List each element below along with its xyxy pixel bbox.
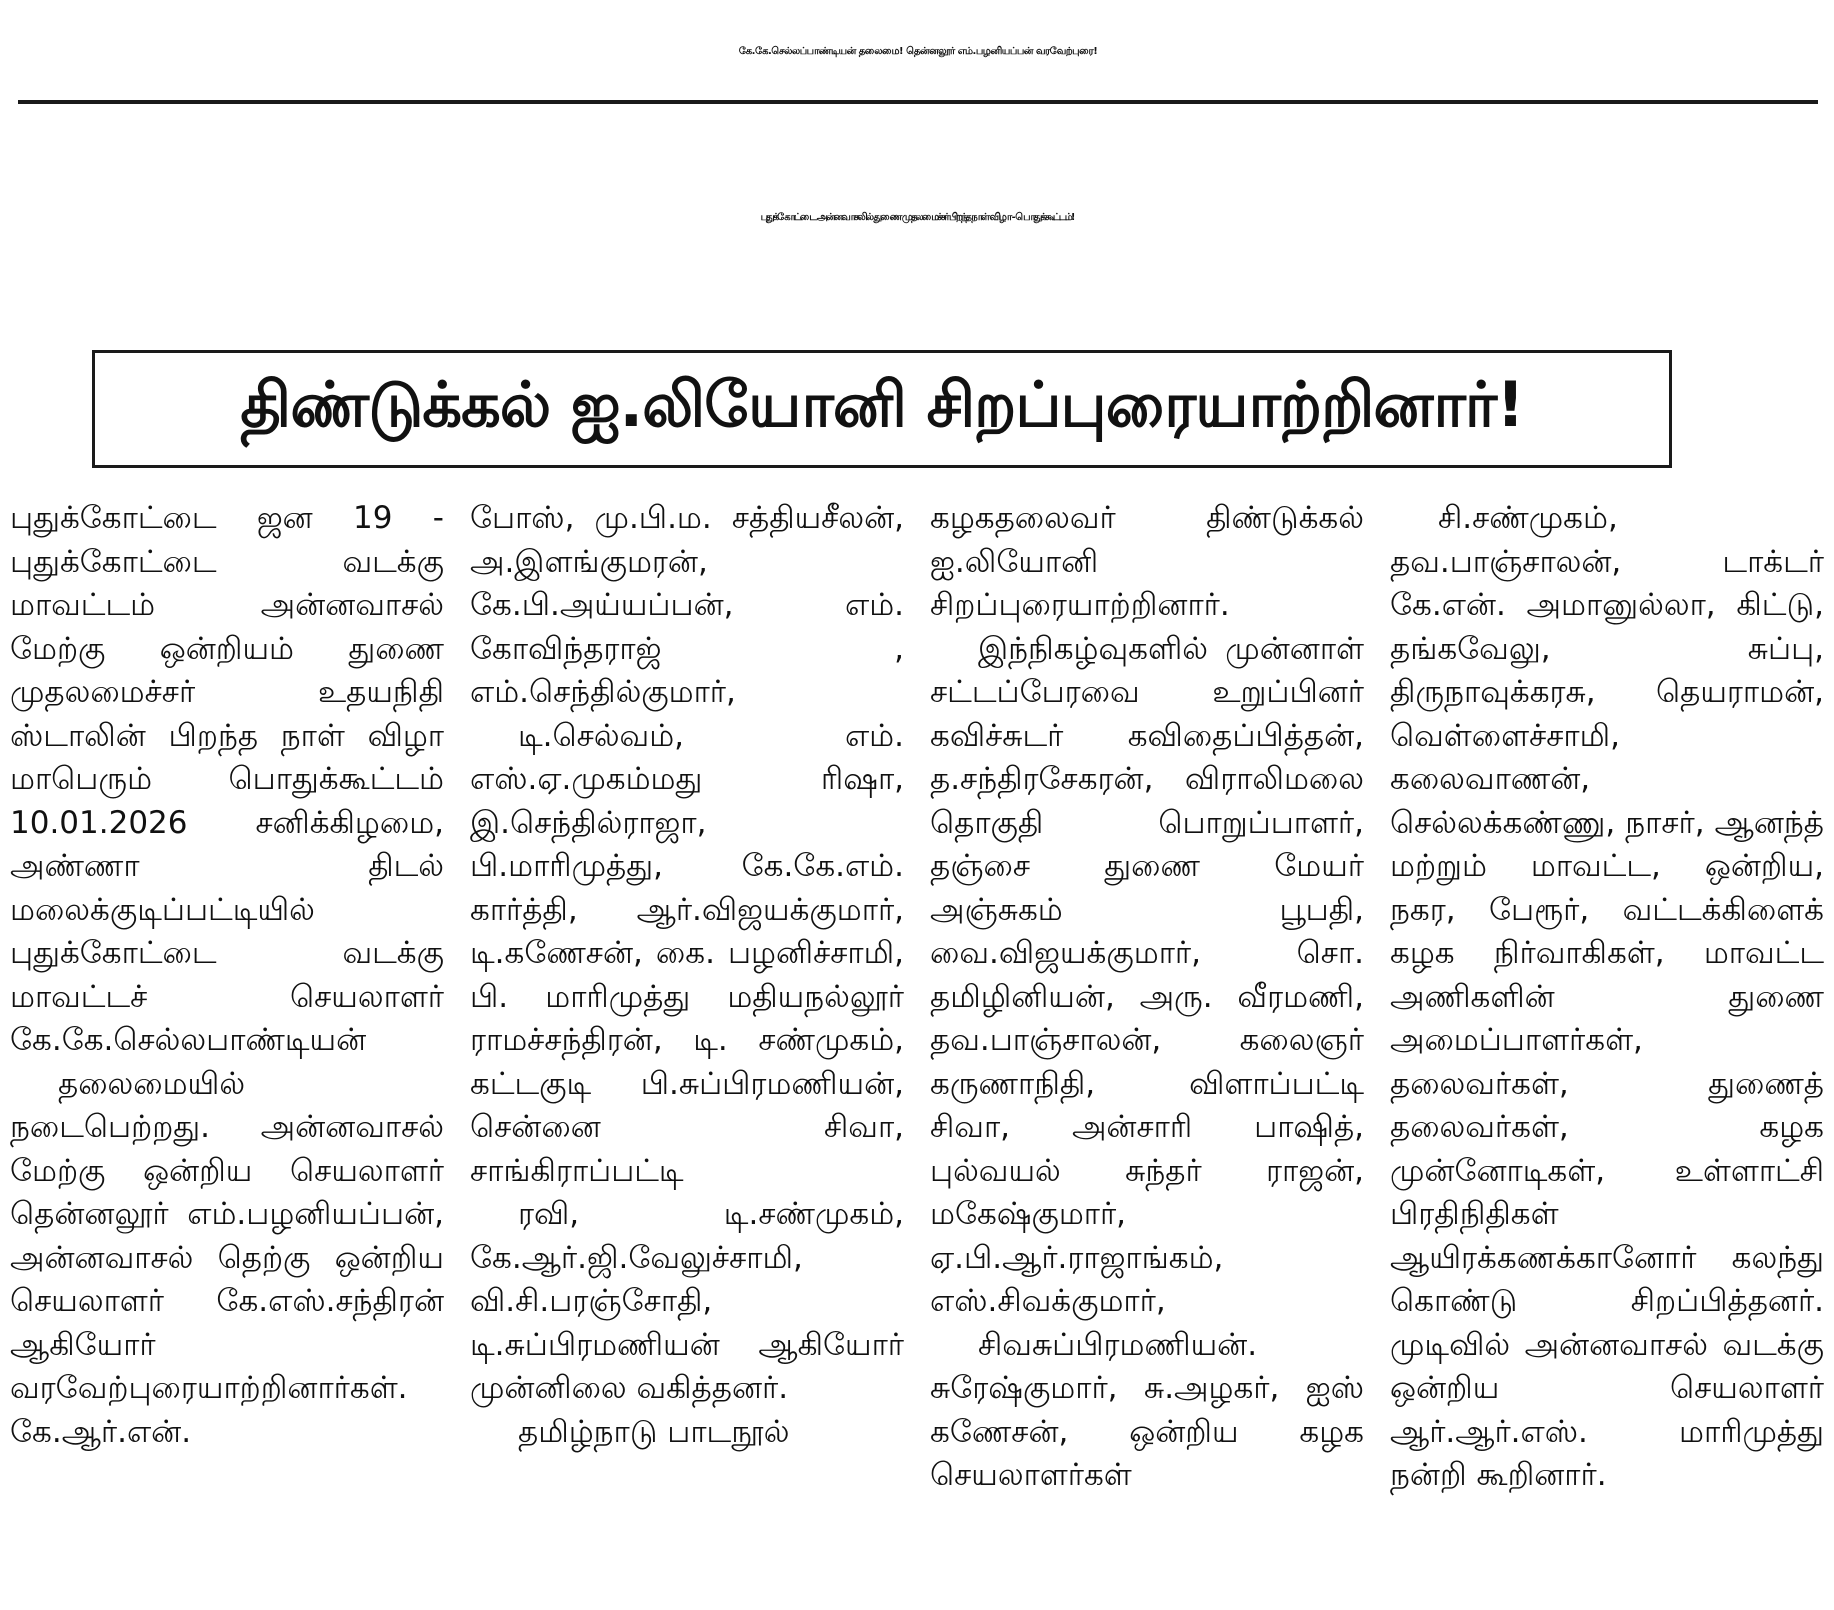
article-column-3 bbox=[930, 497, 1364, 1602]
article-column-2 bbox=[470, 497, 904, 1602]
paragraph: புதுக்கோட்டை ஜன 19 - புதுக்கோட்டை வடக்கு மாவட்டம் அன்னவாசல் மேற்கு ஒன்றியம் துணை முதலமைச்சர் உதயநிதி ஸ்டாலின் பிறந்த நாள் விழா மாபெரும் பொதுக்கூட்டம் 10.01.2026 சனிக்கிழமை, அண்ணா திடல் மலைக்குடிப்பட்டியில் புதுக்கோட்டை வடக்கு மாவட்டச் செயலாளர் கே.கே.செல்லபாண்டியன் bbox=[10, 500, 444, 1058]
paragraph: கழகதலைவர் திண்டுக்கல் ஐ.லியோனி சிறப்புரையாற்றினார். bbox=[930, 500, 1364, 623]
headline-divider bbox=[18, 100, 1818, 104]
paragraph: டி.செல்வம், எம். எஸ்.ஏ.முகம்மது ரிஷா, இ.செந்தில்ராஜா, பி.மாரிமுத்து, கே.கே.எம். கார்த்தி, ஆர்.விஜயக்குமார், டி.கணேசன், கை. பழனிச்சாமி, பி. மாரிமுத்து மதியநல்லூர் ராமச்சந்திரன், டி. சண்முகம், கட்டகுடி பி.சுப்பிரமணியன், சென்னை சிவா, சாங்கிராப்பட்டி bbox=[470, 717, 904, 1189]
top-headline: கே.கே.செல்லப்பாண்டியன் தலைமை! தென்னலூர் எம்.பழனியப்பன் வரவேற்புரை! bbox=[738, 46, 1098, 57]
paragraph: தமிழ்நாடு பாடநூல் bbox=[518, 1413, 790, 1450]
main-headline: புதுக்கோட்டை அன்னவாசலில் துணை முதலமைச்சர் பிறந்த நாள் விழா - பொதுக்கூட்டம்! bbox=[760, 212, 1074, 223]
paragraph: சி.சண்முகம், தவ.பாஞ்சாலன், டாக்டர் கே.என். அமானுல்லா, கிட்டு, தங்கவேலு, சுப்பு, திருநாவுக்கரசு, தெயராமன், வெள்ளைச்சாமி, கலைவாணன், செல்லக்கண்ணு, நாசர், ஆனந்த் மற்றும் மாவட்ட, ஒன்றிய, நகர, பேரூர், வட்டக்கிளைக் கழக நிர்வாகிகள், மாவட்ட அணிகளின் துணை அமைப்பாளர்கள், தலைவர்கள், துணைத் தலைவர்கள், கழக முன்னோடிகள், உள்ளாட்சி பிரதிநிதிகள் ஆயிரக்கணக்கானோர் கலந்து கொண்டு சிறப்பித்தனர். முடிவில் அன்னவாசல் வடக்கு ஒன்றிய செயலாளர் ஆர்.ஆர்.எஸ். மாரிமுத்து நன்றி கூறினார். bbox=[1390, 500, 1824, 1493]
paragraph: தலைமையில் நடைபெற்றது. அன்னவாசல் மேற்கு ஒன்றிய செயலாளர் தென்னலூர் எம்.பழனியப்பன், அன்னவாசல் தெற்கு ஒன்றிய செயலாளர் கே.எஸ்.சந்திரன் ஆகியோர் வரவேற்புரையாற்றினார்கள். கே.ஆர்.என். bbox=[10, 1065, 444, 1450]
subheadline-box bbox=[92, 350, 1672, 468]
paragraph: இந்நிகழ்வுகளில் முன்னாள் சட்டப்பேரவை உறுப்பினர் கவிச்சுடர் கவிதைப்பித்தன், த.சந்திரசேகரன், விராலிமலை தொகுதி பொறுப்பாளர், தஞ்சை துணை மேயர் அஞ்சுகம் பூபதி, வை.விஜயக்குமார், சொ. தமிழினியன், அரு. வீரமணி, தவ.பாஞ்சாலன், கலைஞர் கருணாநிதி, விளாப்பட்டி சிவா, அன்சாரி பாஷித், புல்வயல் சுந்தர் ராஜன், மகேஷ்குமார், ஏ.பி.ஆர்.ராஜாங்கம், எஸ்.சிவக்குமார், bbox=[930, 630, 1364, 1319]
article-column-1 bbox=[10, 497, 444, 1602]
article-column-4 bbox=[1390, 497, 1824, 1602]
paragraph: ரவி, டி.சண்முகம், கே.ஆர்.ஜி.வேலுச்சாமி, வி.சி.பரஞ்சோதி, டி.சுப்பிரமணியன் ஆகியோர் முன்னிலை வகித்தனர். bbox=[470, 1196, 904, 1406]
paragraph: சிவசுப்பிரமணியன். சுரேஷ்குமார், சு.அழகர், ஐஸ் கணேசன், ஒன்றிய கழக செயலாளர்கள் bbox=[930, 1326, 1364, 1493]
subheadline: திண்டுக்கல் ஐ.லியோனி சிறப்புரையாற்றினார்! bbox=[240, 368, 1524, 441]
paragraph: போஸ், மு.பி.ம. சத்தியசீலன், அ.இளங்குமரன், கே.பி.அய்யப்பன், எம். கோவிந்தராஜ் , எம்.செந்தில்குமார், bbox=[470, 500, 904, 710]
article-body bbox=[10, 497, 1824, 1602]
